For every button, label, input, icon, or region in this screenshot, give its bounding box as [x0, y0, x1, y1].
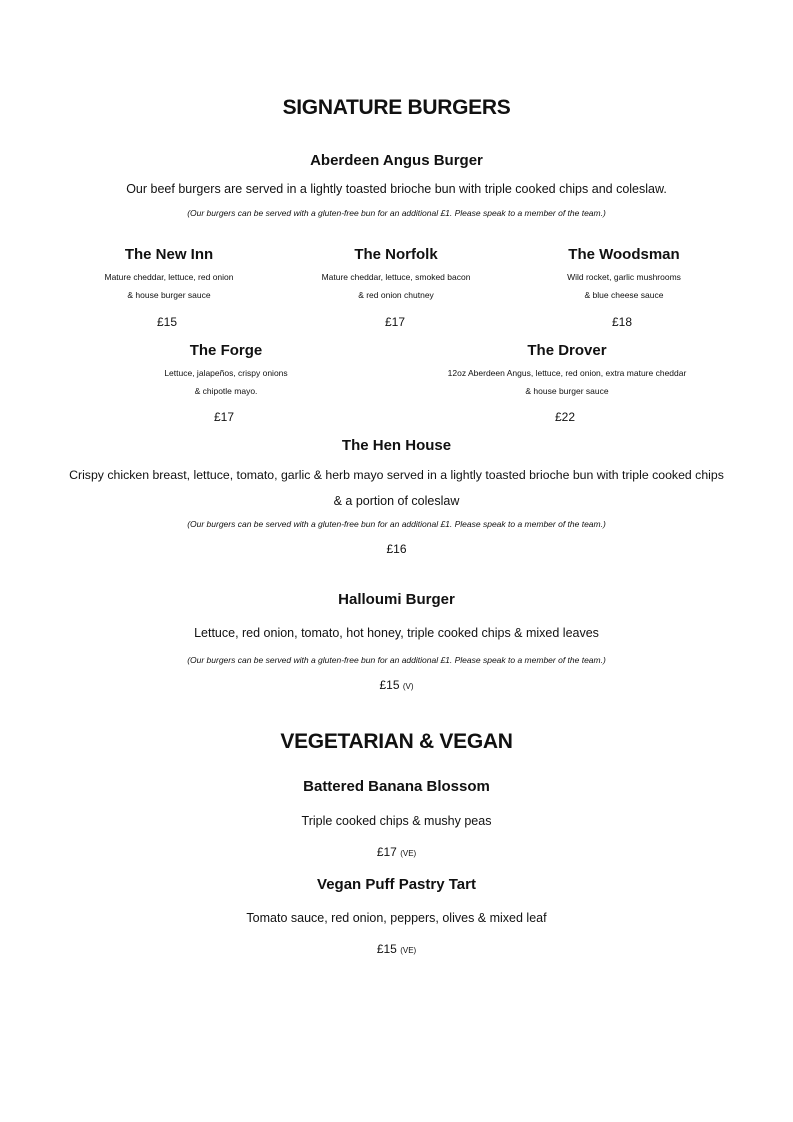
- item-desc-hen-house-line1: Crispy chicken breast, lettuce, tomato, garlic & herb mayo served in a lightly toasted brioche bun with triple cooked chips: [69, 468, 724, 482]
- price-value: £15: [379, 678, 400, 692]
- section-title-vegetarian: VEGETARIAN & VEGAN: [280, 730, 513, 753]
- price-value: £17: [376, 845, 397, 859]
- gluten-free-note: (Our burgers can be served with a gluten-free bun for an additional £1. Please speak to a member of the team.): [187, 519, 606, 529]
- price-value: £15: [376, 942, 397, 956]
- item-desc-angus: Our beef burgers are served in a lightly toasted brioche bun with triple cooked chips and coleslaw.: [126, 182, 667, 196]
- item-price-hen-house: £16: [386, 542, 407, 556]
- dietary-tag: (VE): [400, 849, 417, 858]
- item-desc-line1: Mature cheddar, lettuce, red onion: [104, 272, 234, 282]
- item-name-banana-blossom: Battered Banana Blossom: [303, 778, 490, 795]
- burger-woodsman: [524, 246, 724, 300]
- item-desc-line1: 12oz Aberdeen Angus, lettuce, red onion, extra mature cheddar: [447, 368, 687, 378]
- item-price-halloumi: [0, 678, 793, 692]
- burger-drover: [417, 342, 717, 396]
- item-desc-banana-blossom: Triple cooked chips & mushy peas: [301, 814, 492, 828]
- item-price-puff-pastry: [0, 942, 793, 956]
- item-name: The Woodsman: [568, 246, 680, 263]
- burger-new-inn: [69, 246, 269, 300]
- item-desc-hen-house-line2: & a portion of coleslaw: [333, 494, 460, 508]
- dietary-tag: (VE): [400, 946, 417, 955]
- item-desc-line2: & blue cheese sauce: [584, 290, 664, 300]
- gluten-free-note: (Our burgers can be served with a gluten-free bun for an additional £1. Please speak to a member of the team.): [187, 208, 606, 218]
- item-desc-puff-pastry: Tomato sauce, red onion, peppers, olives & mixed leaf: [246, 911, 547, 925]
- item-price: £17: [385, 315, 406, 329]
- item-price: £18: [612, 315, 633, 329]
- gluten-free-note: (Our burgers can be served with a gluten-free bun for an additional £1. Please speak to a member of the team.): [187, 655, 606, 665]
- item-price-banana-blossom: [0, 845, 793, 859]
- item-price: £17: [214, 410, 235, 424]
- item-name: The New Inn: [124, 246, 214, 263]
- item-desc-line1: Mature cheddar, lettuce, smoked bacon: [321, 272, 471, 282]
- burger-norfolk: [296, 246, 496, 300]
- item-name-angus: Aberdeen Angus Burger: [310, 152, 483, 169]
- item-name-puff-pastry: Vegan Puff Pastry Tart: [317, 876, 476, 893]
- item-price: £22: [555, 410, 576, 424]
- item-desc-line1: Wild rocket, garlic mushrooms: [567, 272, 681, 282]
- item-desc-line2: & house burger sauce: [525, 386, 609, 396]
- item-name-halloumi: Halloumi Burger: [338, 591, 455, 608]
- section-title-signature: SIGNATURE BURGERS: [282, 96, 511, 119]
- item-name-hen-house: The Hen House: [341, 437, 452, 454]
- item-desc-halloumi: Lettuce, red onion, tomato, hot honey, triple cooked chips & mixed leaves: [194, 626, 599, 640]
- item-desc-line2: & red onion chutney: [358, 290, 434, 300]
- item-desc-line2: & house burger sauce: [127, 290, 211, 300]
- burger-forge: [126, 342, 326, 396]
- item-desc-line2: & chipotle mayo.: [194, 386, 258, 396]
- dietary-tag: (V): [402, 682, 414, 691]
- item-name: The Drover: [527, 342, 607, 359]
- item-desc-line1: Lettuce, jalapeños, crispy onions: [164, 368, 288, 378]
- item-name: The Forge: [189, 342, 263, 359]
- item-name: The Norfolk: [354, 246, 438, 263]
- item-price: £15: [157, 315, 178, 329]
